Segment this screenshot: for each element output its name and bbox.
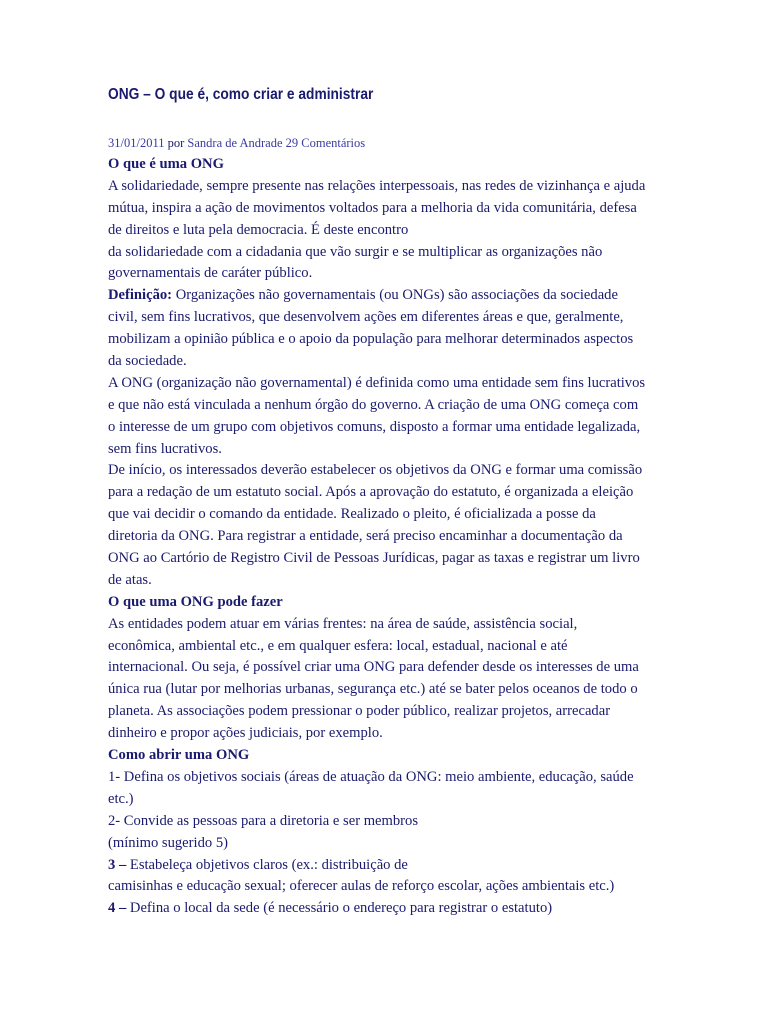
body-line: que vai decidir o comando da entidade. Realizado o pleito, é oficializada a posse da (108, 506, 596, 523)
body-line: 2- Convide as pessoas para a diretoria e ser membros (108, 812, 419, 829)
body-line: de atas. (108, 571, 152, 588)
section-heading: O que uma ONG pode fazer (108, 593, 283, 610)
body-line: civil, sem fins lucrativos, que desenvolvem ações em diferentes áreas e que, geralmente, (108, 309, 624, 326)
body-text: Defina o local da sede (é necessário o endereço para registrar o estatuto) (126, 900, 553, 917)
section-heading: Como abrir uma ONG (108, 747, 250, 764)
author-link[interactable]: Sandra de Andrade (187, 136, 283, 150)
body-line: camisinhas e educação sexual; oferecer aulas de reforço escolar, ações ambientais etc.) (108, 878, 615, 895)
body-text: Organizações não governamentais (ou ONGs) são associações da sociedade (172, 287, 618, 304)
body-line: (mínimo sugerido 5) (108, 834, 228, 851)
body-line: ONG ao Cartório de Registro Civil de Pessoas Jurídicas, pagar as taxas e registrar um livro (108, 550, 640, 567)
body-line: As entidades podem atuar em várias frentes: na área de saúde, assistência social, (108, 615, 578, 632)
section-heading: O que é uma ONG (108, 156, 224, 172)
body-line: sem fins lucrativos. (108, 440, 222, 457)
body-line: o interesse de um grupo com objetivos comuns, disposto a formar uma entidade legalizada, (108, 418, 641, 435)
article-title: ONG – O que é, como criar e administrar (108, 86, 374, 103)
body-line: e que não está vinculada a nenhum órgão do governo. A criação de uma ONG começa com (108, 396, 639, 413)
article-body (108, 154, 668, 920)
inline-label: 4 – (108, 900, 127, 917)
body-line: de direitos e luta pela democracia. É deste encontro (108, 221, 409, 238)
body-line (108, 855, 668, 877)
body-line: diretoria da ONG. Para registrar a entidade, será preciso encaminhar a documentação da (108, 528, 623, 545)
body-line: mútua, inspira a ação de movimentos voltados para a melhoria da vida comunitária, defesa (108, 199, 637, 216)
body-line: dinheiro e propor ações judiciais, por exemplo. (108, 725, 383, 742)
body-line: internacional. Ou seja, é possível criar uma ONG para defender desde os interesses de uma (108, 659, 639, 676)
body-line: da sociedade. (108, 353, 187, 370)
body-text: Estabeleça objetivos claros (ex.: distribuição de (126, 856, 408, 873)
body-line: 1- Defina os objetivos sociais (áreas de atuação da ONG: meio ambiente, educação, saúde (108, 768, 634, 785)
body-line: econômica, ambiental etc., e em qualquer esfera: local, estadual, nacional e até (108, 637, 568, 654)
body-line: para a redação de um estatuto social. Após a aprovação do estatuto, é organizada a eleição (108, 484, 634, 501)
body-line: A solidariedade, sempre presente nas relações interpessoais, nas redes de vizinhança e ajuda (108, 177, 646, 194)
body-line: mobilizam a opinião pública e o apoio da população para melhorar determinados aspectos (108, 331, 634, 348)
body-line: governamentais de caráter público. (108, 265, 313, 282)
body-line: única rua (lutar por melhorias urbanas, segurança etc.) até se bater pelos oceanos de todo o (108, 681, 638, 698)
body-line: da solidariedade com a cidadania que vão surgir e se multiplicar as organizações não (108, 243, 603, 260)
inline-label: 3 – (108, 856, 127, 873)
body-line: planeta. As associações podem pressionar o poder público, realizar projetos, arrecadar (108, 703, 611, 720)
body-line: A ONG (organização não governamental) é definida como uma entidade sem fins lucrativos (108, 374, 646, 391)
inline-label: Definição: (108, 287, 173, 304)
post-date-link[interactable]: 31/01/2011 (108, 136, 165, 150)
byline-separator: por (167, 136, 185, 150)
body-line: etc.) (108, 790, 134, 807)
body-line (108, 285, 668, 307)
body-line: De início, os interessados deverão estabelecer os objetivos da ONG e formar uma comissão (108, 462, 643, 479)
body-line (108, 898, 668, 920)
comments-link[interactable]: 29 Comentários (285, 136, 366, 150)
article-meta (108, 136, 365, 151)
